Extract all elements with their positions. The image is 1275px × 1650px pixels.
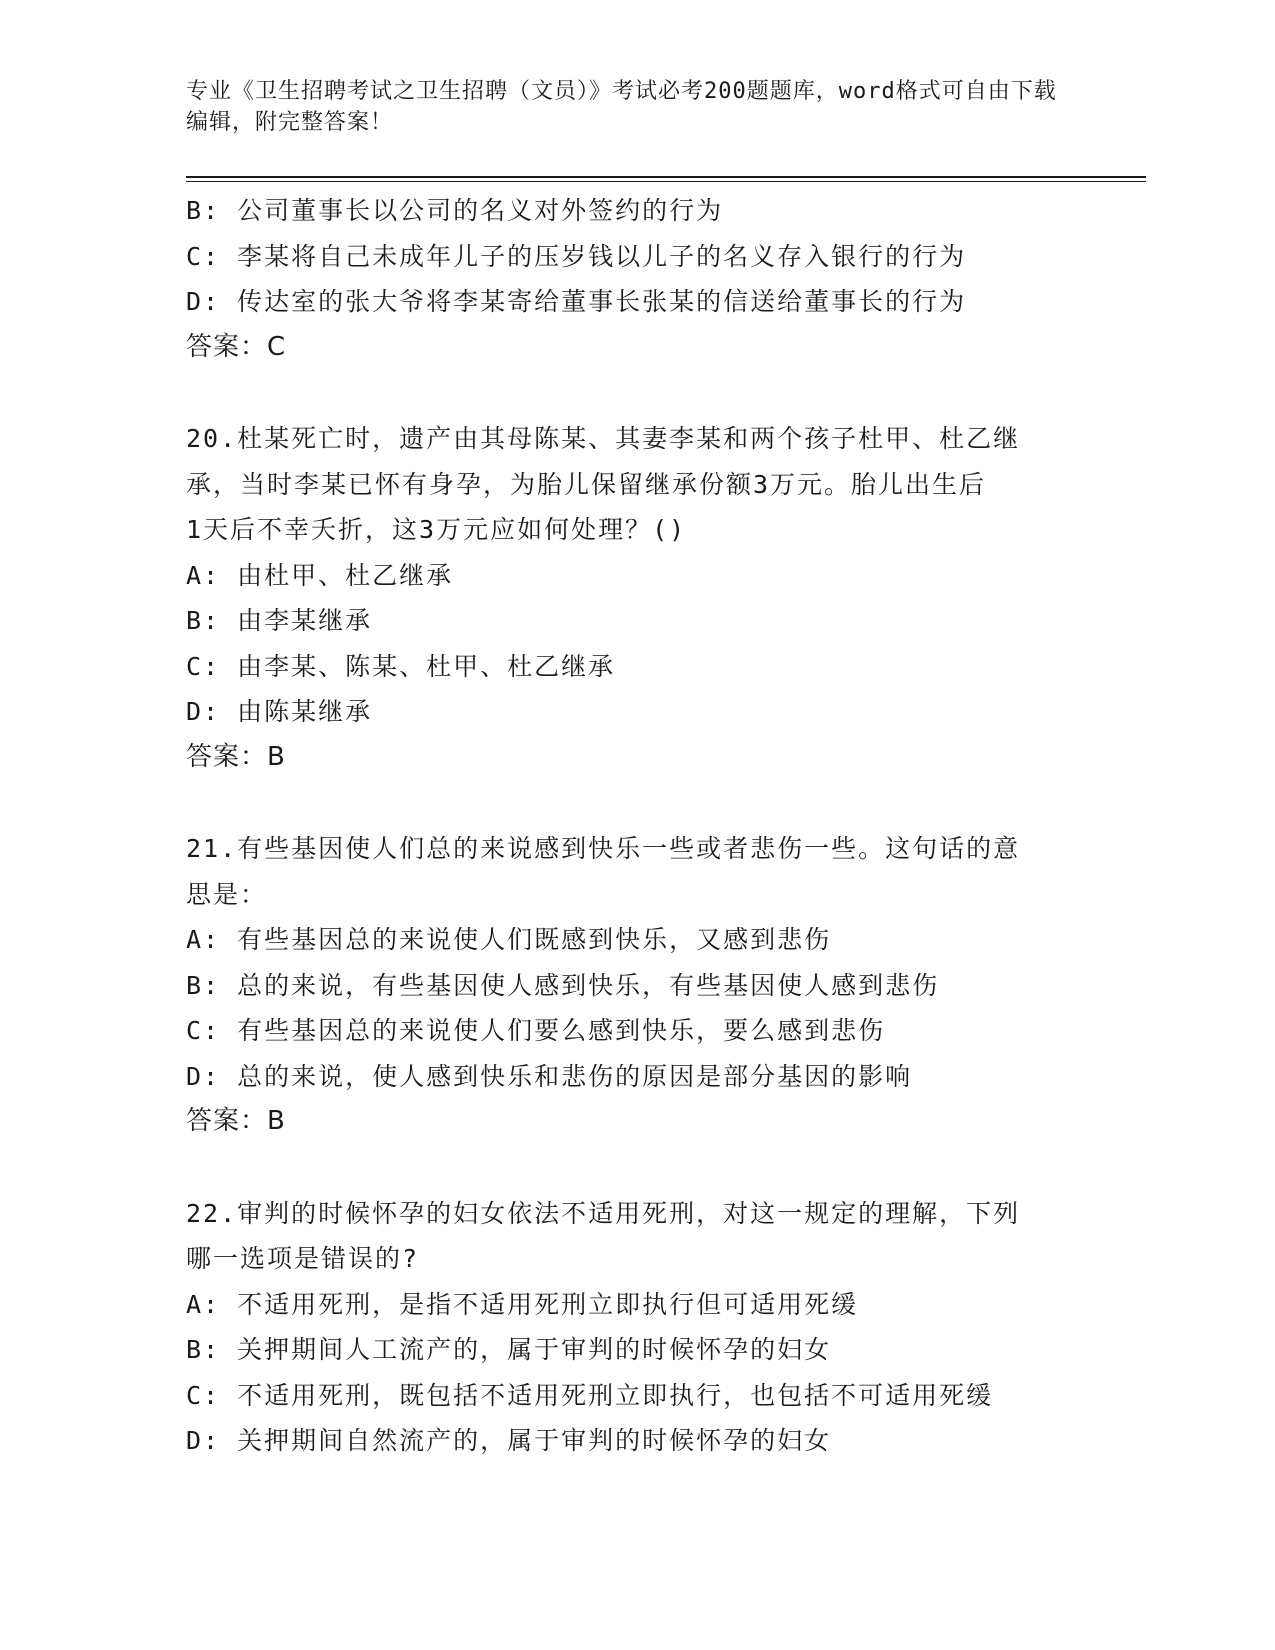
question-22: [186, 1191, 1086, 1464]
option-b: B: 总的来说，有些基因使人感到快乐，有些基因使人感到悲伤: [186, 970, 940, 1000]
option-c: C: 不适用死刑，既包括不适用死刑立即执行，也包括不可适用死缓: [186, 1380, 994, 1410]
header-divider-thin: [186, 181, 1146, 182]
document-header: [186, 76, 1066, 138]
question-20: [186, 416, 1086, 780]
option-d: D: 传达室的张大爷将李某寄给董事长张某的信送给董事长的行为: [186, 287, 967, 316]
question-21: [186, 826, 1086, 1145]
spacer: [186, 1145, 1086, 1191]
option-b: B: 公司董事长以公司的名义对外签约的行为: [186, 196, 724, 225]
answer-line: 答案：B: [186, 741, 286, 772]
spacer: [186, 370, 1086, 416]
question-19: [186, 188, 1086, 370]
option-c: C: 李某将自己未成年儿子的压岁钱以儿子的名义存入银行的行为: [186, 241, 967, 271]
header-title: 专业《卫生招聘考试之卫生招聘（文员）》考试必考200题题库，word格式可自由下载编辑，附完整答案！: [186, 79, 1057, 135]
document-body: [186, 188, 1086, 1464]
option-b: B: 关押期间人工流产的，属于审判的时候怀孕的妇女: [186, 1335, 832, 1364]
question-stem-line: 22.审判的时候怀孕的妇女依法不适用死刑，对这一规定的理解，下列: [186, 1198, 1021, 1228]
option-c: C: 有些基因总的来说使人们要么感到快乐，要么感到悲伤: [186, 1016, 886, 1045]
question-stem-line: 1天后不幸夭折，这3万元应如何处理？(): [186, 515, 687, 544]
answer-line: 答案：B: [186, 1106, 286, 1136]
question-stem-line: 哪一选项是错误的?: [186, 1244, 420, 1273]
question-stem-line: 21.有些基因使人们总的来说感到快乐一些或者悲伤一些。这句话的意: [186, 834, 1021, 863]
option-d: D: 由陈某继承: [186, 697, 373, 726]
option-c: C: 由李某、陈某、杜甲、杜乙继承: [186, 651, 616, 681]
answer-line: 答案：C: [186, 331, 287, 362]
question-stem-line: 承，当时李某已怀有身孕，为胎儿保留继承份额3万元。胎儿出生后: [186, 469, 987, 499]
option-b: B: 由李某继承: [186, 606, 373, 635]
spacer: [186, 780, 1086, 826]
question-stem-line: 思是：: [186, 879, 268, 909]
option-a: A: 由杜甲、杜乙继承: [186, 560, 454, 590]
option-d: D: 总的来说，使人感到快乐和悲伤的原因是部分基因的影响: [186, 1061, 913, 1091]
header-divider-thick: [186, 176, 1146, 178]
question-stem-line: 20.杜某死亡时，遗产由其母陈某、其妻李某和两个孩子杜甲、杜乙继: [186, 424, 1021, 453]
option-d: D: 关押期间自然流产的，属于审判的时候怀孕的妇女: [186, 1426, 832, 1455]
option-a: A: 不适用死刑，是指不适用死刑立即执行但可适用死缓: [186, 1289, 859, 1319]
option-a: A: 有些基因总的来说使人们既感到快乐，又感到悲伤: [186, 925, 832, 954]
